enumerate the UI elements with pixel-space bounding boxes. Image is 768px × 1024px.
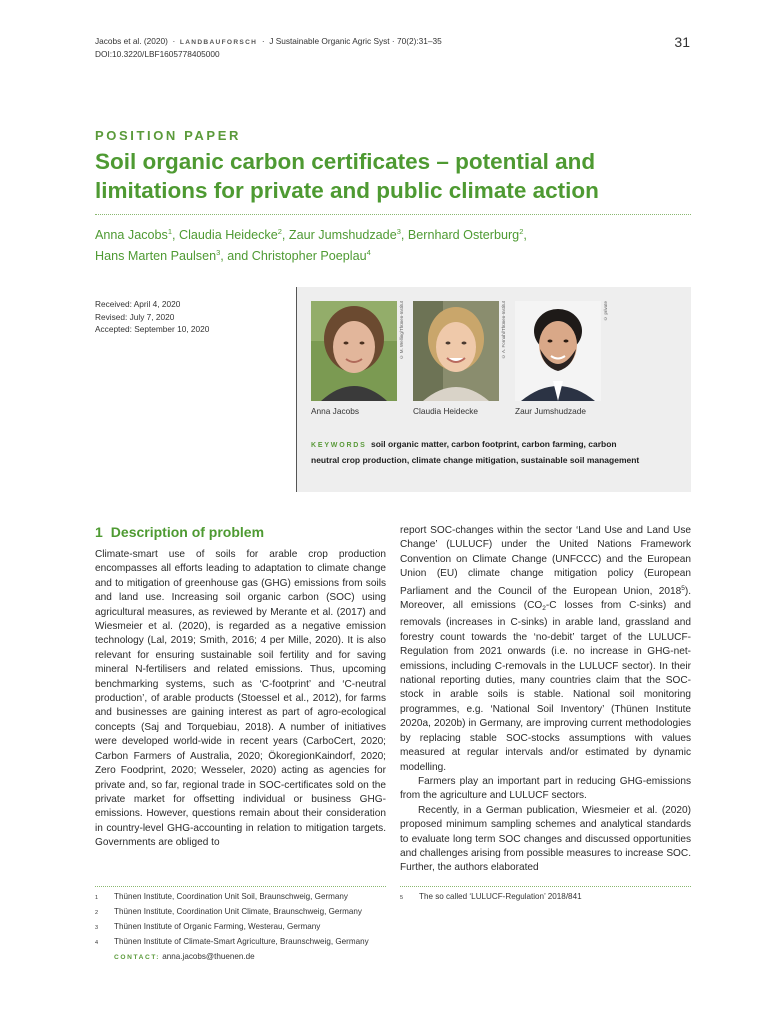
author-affiliation: 4 (366, 248, 371, 257)
author-name: Bernhard Osterburg (407, 228, 520, 242)
footnote (95, 920, 395, 935)
footnote (95, 905, 395, 920)
footnote-divider (95, 886, 386, 887)
author-affiliation: 2 (519, 227, 524, 236)
body-paragraph: Climate-smart use of soils for arable crop production encompasses all efforts leading to adaptation to climate change and to mitigation of greenhouse gas (GHG) emissions from soils and land use. Increasing soil organic carbon (SOC) using agricultural measures, as reviewed by Merante et al. (2017) and Wiesmeier et al. (2020), is regarded as a negative emission technology (Lal, 2019; Smith, 2016; 4 per Mille, 2020). It is also relevant for ensuring sustainable soil fertility and for saving mineral N-fertilisers and related emissions. Thus, upcoming benchmarking systems, such as ‘C-footprint’ and ‘C-neutral production’, of arable products (Stoessel et al., 2012), for farms and businesses are gaining interest as part of agro-ecological concepts (Saj and Torquebiau, 2018). A number of initiatives were developed world-wide in recent years (CarboCert, 2020; Carbon Farmers of Australia, 2020; ÖkoregionKaindorf, 2020; Zero Foodprint, 2020; Wesseler, 2020) acting as agencies for private and, so far, regional trade in SOC-certificates sold on the private market for offsetting individual or business GHG-emissions. However, questions remain about their consideration in country-level GHG-accounting in relation to mitigation targets. Governments are obliged to (95, 549, 386, 849)
running-header (95, 36, 442, 59)
photo-credit: © M. Welling/Thünen-Institut (399, 301, 404, 360)
body-column-right (400, 524, 691, 876)
right-footnotes (400, 890, 691, 905)
body-paragraph: Farmers play an important part in reducing GHG-emissions from the agriculture and LULUCF sectors. (400, 775, 691, 802)
photo-caption: Anna Jacobs (311, 406, 359, 416)
page-number: 31 (674, 34, 690, 50)
footnote-mark: 4 (95, 940, 99, 946)
body-text: ). Moreover, all emissions (CO (400, 585, 691, 612)
contact-label: CONTACT: (114, 954, 161, 961)
footnote (400, 890, 691, 905)
article-dates (95, 298, 209, 336)
separator-2: · (261, 36, 265, 46)
title-divider (95, 214, 691, 215)
keywords (311, 437, 641, 468)
contact-email[interactable]: anna.jacobs@thuenen.de (162, 952, 255, 961)
author-affiliation: 3 (216, 248, 221, 257)
affiliation-footnotes (95, 890, 395, 965)
citation: Jacobs et al. (2020) (95, 36, 168, 46)
photo-caption: Claudia Heidecke (413, 406, 479, 416)
footnote-mark: 3 (95, 925, 99, 931)
revised-date: Revised: July 7, 2020 (95, 311, 175, 322)
subscript: 2 (542, 605, 546, 613)
author-name: Zaur Jumshudzade (288, 228, 397, 242)
footnote-text: Thünen Institute of Organic Farming, Westerau, Germany (114, 922, 321, 931)
body-paragraph (400, 524, 691, 775)
footnote-mark: 2 (95, 910, 99, 916)
author-line-2: Hans Marten Paulsen$^3$, and Christopher Poeplau$^4$ (95, 248, 371, 263)
author-name: Anna Jacobs (95, 228, 168, 242)
title-line-1: Soil organic carbon certificates – potential and (95, 149, 596, 174)
footnote-ref[interactable]: 5 (681, 584, 685, 592)
author-photo-jumshudzade (515, 301, 601, 401)
author-name: Claudia Heidecke (179, 228, 278, 242)
received-date: Received: April 4, 2020 (95, 299, 181, 309)
footnote-mark: 1 (95, 895, 99, 901)
journal-brand: LANDBAUFORSCH (179, 39, 258, 46)
title-line-2: limitations for private and public climate action (95, 178, 599, 203)
keywords-text: soil organic matter, carbon footprint, carbon farming, carbon neutral crop production, climate change mitigation, sustainable soil management (311, 439, 640, 465)
section-title: Description of problem (110, 524, 265, 540)
body-text: -C losses from C-sinks) and removals (increases in C-sinks) in arable land, grassland and forestry count towards the ‘no-debit’ target of the LULUCF-Regulation from 2021 onwards (i.e. no increase in GHG-net-emissions, including C-removals in the LULUCF sector). In their national reporting duties, many countries claim that the SOC-stock in arable soils is stable. National soil monitoring programmes, e.g. ‘National Soil Inventory’ (Thünen Institute 2020a, 2020b) in Germany, are improving current methodologies by replacing stable SOC-stocks assumptions with values measured at regular intervals and/or estimated by dynamic modelling. (400, 600, 691, 773)
section-heading (95, 524, 264, 540)
author-photo-heidecke (413, 301, 499, 401)
photo-credit: © private (603, 301, 608, 321)
footnote-text: Thünen Institute of Climate-Smart Agriculture, Braunschweig, Germany (114, 937, 369, 946)
author-photo-keywords-box (296, 287, 691, 492)
author-list (95, 223, 695, 265)
separator: · (172, 36, 176, 46)
author-name: and Christopher Poeplau (227, 249, 367, 263)
author-affiliation: 3 (396, 227, 401, 236)
body-text: report SOC-changes within the sector ‘Land Use and Land Use Change’ (LULUCF) under the United Nations Framework Convention on Climate Change (UNFCCC) and the European Union (EU) climate change mitigation policy (European Parliament and the Council of the European Union, 2018 (400, 525, 691, 597)
section-number: 1 (95, 524, 103, 540)
footnote-text: Thünen Institute, Coordination Unit Climate, Braunschweig, Germany (114, 907, 362, 916)
footnote-divider (400, 886, 691, 887)
keywords-label: KEYWORDS (311, 442, 367, 449)
accepted-date: Accepted: September 10, 2020 (95, 324, 210, 335)
citation-line (95, 36, 442, 49)
doi[interactable]: DOI:10.3220/LBF1605778405000 (95, 48, 220, 59)
body-column-left (95, 548, 386, 851)
author-photo-jacobs (311, 301, 397, 401)
footnote (95, 890, 395, 905)
author-name: Hans Marten Paulsen (95, 249, 217, 263)
footnote (95, 935, 395, 950)
footnote-text: Thünen Institute, Coordination Unit Soil, Braunschweig, Germany (114, 892, 348, 901)
article-title (95, 147, 695, 205)
author-affiliation: 2 (277, 227, 282, 236)
photo-credit: © A. Fornahl/Thünen-Institut (501, 301, 506, 360)
footnote-text: The so called ‘LULUCF-Regulation’ 2018/841 (419, 892, 582, 901)
contact-line (114, 950, 395, 965)
author-line-1: Anna Jacobs$^1$, Claudia Heidecke$^2$, Zaur Jumshudzade$^3$, Bernhard Osterburg$^2$, (95, 227, 527, 242)
photo-caption: Zaur Jumshudzade (515, 406, 587, 416)
body-paragraph: Recently, in a German publication, Wiesmeier et al. (2020) proposed minimum sampling schemes and analytical standards to evaluate long term SOC changes and discussed opportunities and challenges arising from possible measures to increase SOC. Further, the authors elaborated (400, 804, 691, 874)
journal-info: J Sustainable Organic Agric Syst · 70(2):31–35 (269, 36, 442, 46)
article-type: POSITION PAPER (95, 128, 241, 143)
author-affiliation: 1 (167, 227, 172, 236)
footnote-mark: 5 (400, 895, 404, 901)
